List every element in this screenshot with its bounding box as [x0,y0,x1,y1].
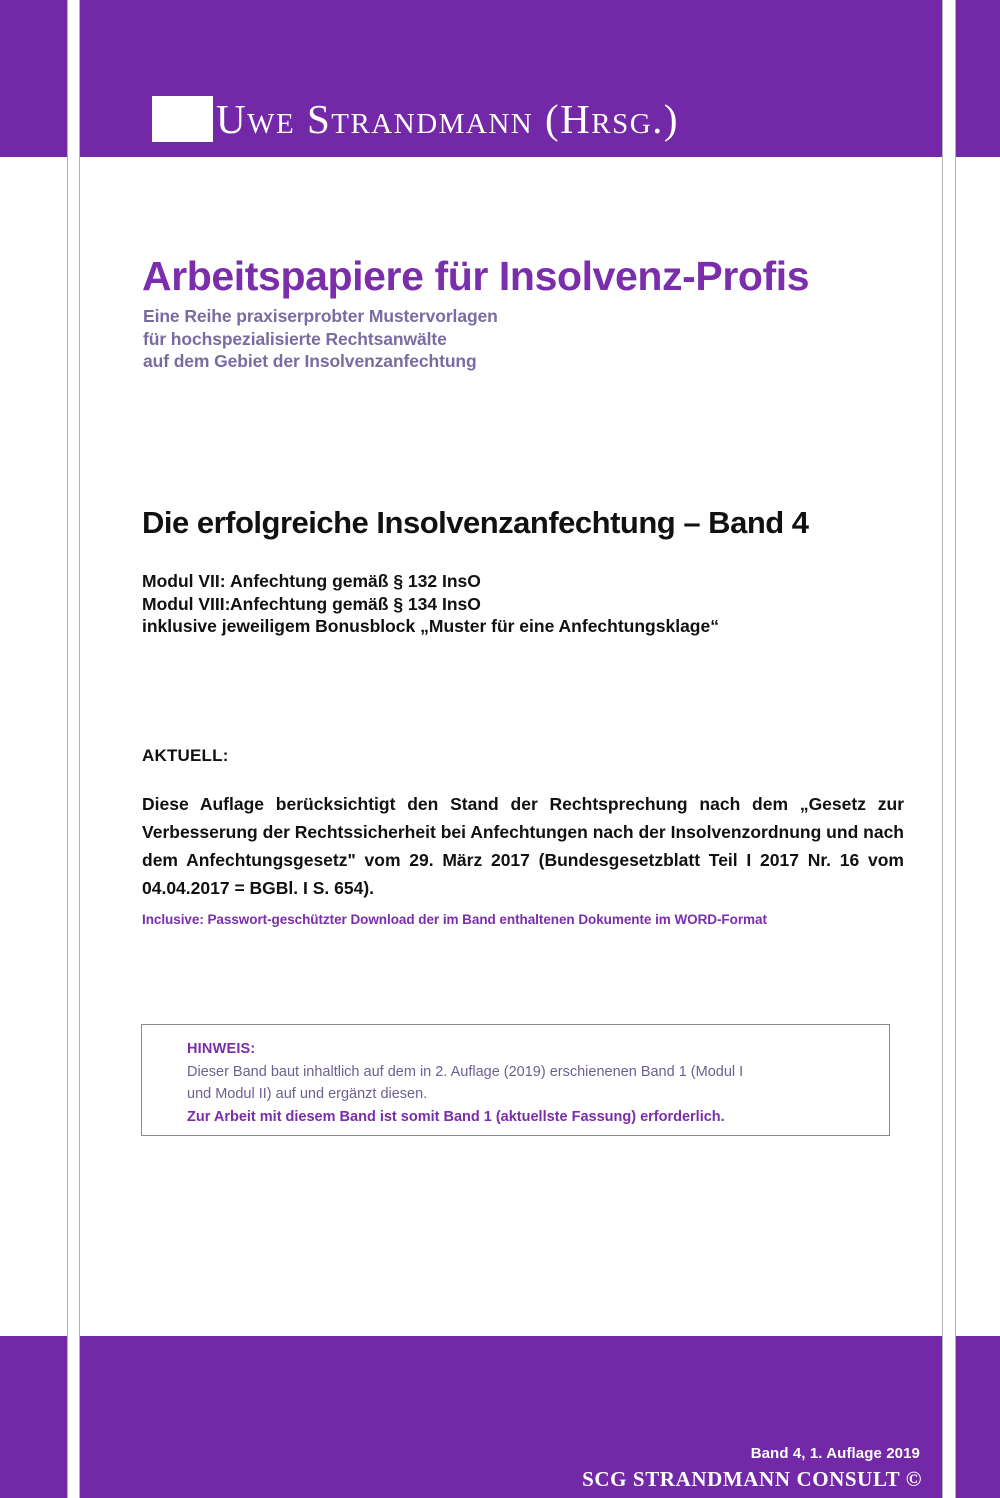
footer-edition: Band 4, 1. Auflage 2019 [750,1445,920,1462]
hinweis-title: HINWEIS: [187,1041,256,1057]
white-square-logo-icon [152,96,213,142]
left-gutter-stripe [68,0,79,1498]
bonus-block-line: inklusive jeweiligem Bonusblock „Muster für eine Anfechtungsklage“ [142,616,719,636]
right-gutter-rule-inner [942,0,943,1498]
right-gutter-stripe [943,0,955,1498]
editor-name: Uwe Strandmann (Hrsg.) [216,96,680,142]
series-subtitle-line-2: für hochspezialisierte Rechtsanwälte [143,328,447,349]
aktuell-paragraph: Diese Auflage berücksichtigt den Stand der Rechtsprechung nach dem „Gesetz zur Verbesserung der Rechtssicherheit bei Anfechtungen nach der Insolvenzordnung und nach dem Anfechtungsgesetz" vom 29. März 2017 (Bundesgesetzblatt Teil I 2017 Nr. 16 vom 04.04.2017 = BGBl. I S. 654). [142,794,904,898]
inclusive-download-note: Inclusive: Passwort-geschützter Download der im Band enthaltenen Dokumente im WORD-Format [142,912,767,927]
hinweis-content [187,1038,867,1128]
module-list [142,570,922,638]
series-subtitle [143,305,843,373]
volume-heading: Die erfolgreiche Insolvenzanfechtung – Band 4 [142,505,809,540]
hinweis-line-1: Dieser Band baut inhaltlich auf dem in 2. Auflage (2019) erschienenen Band 1 (Modul I [187,1063,744,1080]
module-label: Modul VII: [142,571,226,591]
module-row [142,593,922,616]
cover-footer [0,1336,1000,1498]
module-row [142,570,922,593]
footer-brand: SCG STRANDMANN CONSULT © [582,1467,922,1491]
series-subtitle-line-1: Eine Reihe praxiserprobter Mustervorlagen [143,306,498,326]
cover-header [0,0,1000,157]
module-label: Modul VIII: [142,593,231,614]
aktuell-label: AKTUELL: [142,746,229,765]
hinweis-line-2: und Modul II) auf und ergänzt diesen. [187,1086,428,1102]
module-text: Anfechtung gemäß § 132 InsO [230,571,481,591]
module-text: Anfechtung gemäß § 134 InsO [230,593,481,614]
hinweis-box [141,1024,890,1136]
series-title: Arbeitspapiere für Insolvenz-Profis [142,253,810,299]
left-gutter-rule-outer [67,0,68,1498]
series-subtitle-line-3: auf dem Gebiet der Insolvenzanfechtung [143,351,477,371]
left-gutter-rule-inner [79,0,80,1498]
hinweis-requirement-line: Zur Arbeit mit diesem Band ist somit Band 1 (aktuellste Fassung) erforderlich. [187,1108,725,1125]
right-gutter-rule-outer [955,0,956,1498]
